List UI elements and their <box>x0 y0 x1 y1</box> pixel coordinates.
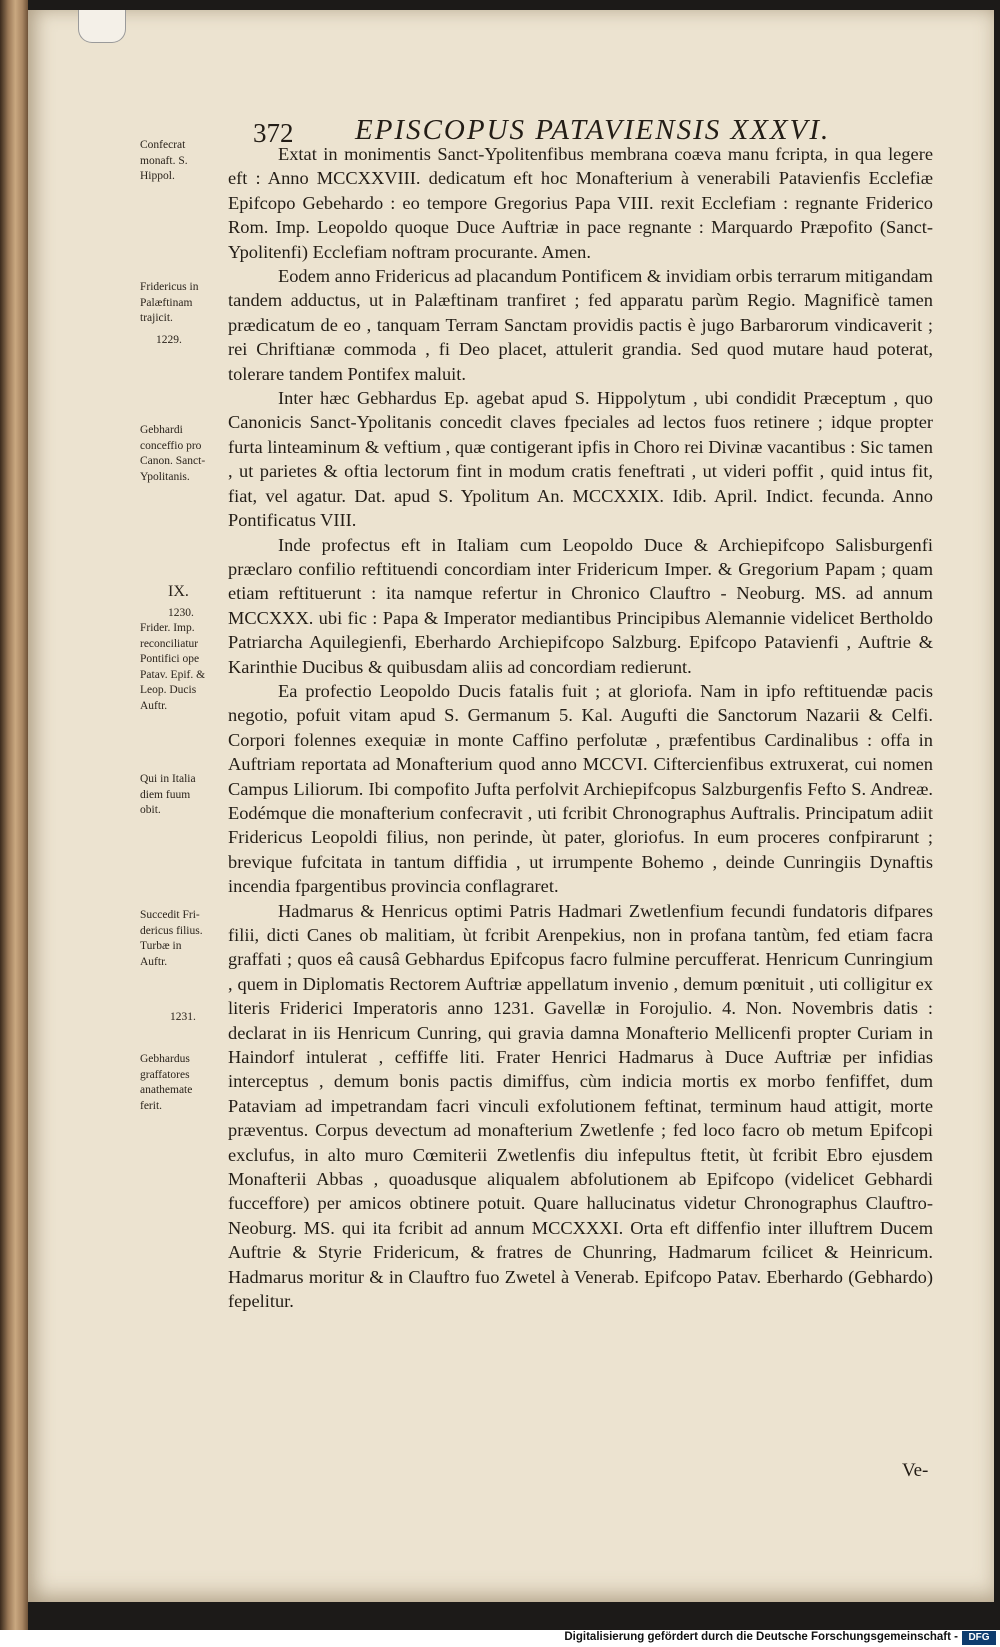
paragraph: Inde profectus eft in Italiam cum Leopoldo Duce & Archiepifcopo Salisburgenfi præclaro confilio reftituendi concordiam inter Fridericum Imper. & Gregorium Papam ; quam etiam reftituerunt : ita namque refertur in Chronico Clauftro - Neoburg. MS. ad annum MCCXXX. ubi fic : Papa & Imperator mediantibus Principibus Alemannie videlicet Bertholdo Patriarcha Aquilegienfi, Eberhardo Archiepifcopo Salzburg. Epifcopo Patavienfi , Auftrie & Karinthie Ducibus & quibusdam aliis ad concordiam redierunt. <box>228 534 933 677</box>
margin-note-year: 1231. <box>170 1011 196 1023</box>
running-head: EPISCOPUS PATAVIENSIS XXXVI. <box>355 114 831 146</box>
margin-note-section-number: IX. <box>168 583 189 600</box>
paragraph: Ea profectio Leopoldo Ducis fatalis fuit ; at gloriofa. Nam in ipfo reftituendæ pacis negotio, pofuit vitam apud S. Germanum 5. Kal. Augufti die Sanctorum Nazarii & Celfi. Corpori folennes exequiæ in monte Caffino perfolutæ , præfentibus Cardinalibus : offa in Auftriam reportata ad Monafterium quod anno MCCVI. Ciftercienfibus extruxerat, cui nomen Campus Liliorum. Ibi compofito Jufta perfolvit Archiepifcopus Salzburgenfis Fefto S. Andreæ. Eodémque die monafterium confecravit , uti fcribit Chronographus Auftralis. Principatum adiit Fridericus Leopoldi filius, non perinde, ùt pater, gloriofus. In eum proceres confpirarunt ; brevique fufcitata in tantum diffidia , ut irrumpente Bohemo , deinde Cunringiis Dynaftis incendia fpargentibus provincia conflagraret. <box>228 680 933 897</box>
margin-note: Succedit Fri- dericus filius. Turbæ in Auftr. <box>140 909 203 968</box>
margin-note: Gebhardi conceffio pro Canon. Sanct- Ypolitanis. <box>140 424 206 483</box>
main-text <box>228 142 933 1314</box>
paragraph: Extat in monimentis Sanct-Ypolitenfibus membrana coæva manu fcripta, in qua legere eft : Anno MCCXXVIII. dedicatum eft hoc Monafterium à venerabili Patavienfis Ecclefiæ Epifcopo Gebehardo : eo tempore Gregorius Papa VIII. rexit Ecclefiam : regnante Friderico Rom. Imp. Leopoldo quoque Duce Auftriæ in pace regnante : Marquardo Præpofito (Sanct-Ypolitenfi) Ecclefiam noftram procurante. Amen. <box>228 144 933 262</box>
dfg-logo: DFG <box>962 1631 996 1645</box>
margin-note: Qui in Italia diem fuum obit. <box>140 773 196 816</box>
page-clip <box>78 10 126 43</box>
page-number: 372 <box>253 118 294 148</box>
catchword: Ve- <box>902 1460 929 1481</box>
margin-notes <box>140 0 232 1600</box>
paragraph: Inter hæc Gebhardus Ep. agebat apud S. Hippolytum , ubi condidit Præceptum , quo Canonicis Sanct-Ypolitanis concedit claves fpeciales ad lectos fuos retinere ; idque propter furta linteaminum & veftium , quæ contigerant ipfis in Choro rei Divinæ vacantibus : Sic tamen , ut parietes & oftia lectorum fint in modum cratis feneftrati , ut videri poffit , quid intus fit, fiat, vel agatur. Dat. apud S. Ypolitum An. MCCXXIX. Idib. April. Indict. fecunda. Anno Pontificatus VIII. <box>228 388 933 531</box>
paragraph: Eodem anno Fridericus ad placandum Pontificem & invidiam orbis terrarum mitigandam tandem adductus, ut in Palæftinam tranfiret ; fed apparatu parùm Regio. Magnificè tamen prædicatum de eo , tanquam Terram Sanctam providis pactis è jugo Barbarorum vindicaverit ; rei Chriftianæ commoda , fi Deo placet, attulerit grandia. Sed quod mutare haud poterat, tolerare tandem Pontifex maluit. <box>228 266 933 384</box>
margin-note: Gebhardus graffatores anathemate ferit. <box>140 1053 193 1112</box>
margin-note: Fridericus in Palæftinam trajicit. <box>140 281 199 324</box>
paragraph: Hadmarus & Henricus optimi Patris Hadmari Zwetlenfium fecundi fundatoris difpares filii, dicti Canes ob malitiam, ùt fcribit Arenpekius, non in profana tantùm, fed etiam facra graffati ; quos eâ causâ Gebhardus Epifcopus facro fulmine percufferat. Henricum Cunringium , quem in Diplomatis Rectorem Auftriæ appellatum invenio , demum pœnituit , uti colligitur ex literis Friderici Imperatoris anno 1231. Gavellæ in Forojulio. 4. Non. Novembris datis : declarat in iis Henricum Cunring, qui gravia damna Monafterio Mellicenfi propter Curiam in Haindorf intulerat , ceffiffe liti. Frater Henrici Hadmarus à Duce Auftriæ per infidias interceptus , demum bonis pactis dimiffus, cùm indicia mortis ex morbo fenfiffet, dum Pataviam ad impetrandam facri vinculi exfolutionem feftinat, terminum haud attigit, morte præventus. Corpus devectum ad monafterium Zwetlenfe ; fed loco facro ob metum Epifcopi exclufus, in alto muro Cœmiterii Zwetlenfis diu infepultus ftetit, ùt fcribit Ebro ejusdem Monafterii Abbas , quoadusque aliqualem abfolutionem ab Epifcopo (videlicet Gebhardi fucceffore) per amicos obtinere potuit. Quare hallucinatus videtur Chronographus Clauftro-Neoburg. MS. qui ita fcribit ad annum MCCXXXI. Orta eft diffenfio inter illuftrem Ducem Auftrie & Styrie Fridericum, & fratres de Chunring, Hadmarum fcilicet & Heinricum. Hadmarus moritur & in Clauftro fuo Zwetel à Venerab. Epifcopo Patav. Eberhardo (Gebhardo) fepelitur. <box>228 900 933 1312</box>
margin-note-year: 1229. <box>156 334 182 346</box>
margin-note: Confecrat monaft. S. Hippol. <box>140 139 188 182</box>
digitization-credit: Digitalisierung gefördert durch die Deutsche Forschungsgemeinschaft - <box>564 1631 958 1643</box>
book-edge <box>0 0 28 1647</box>
margin-note: Frider. Imp. reconciliatur Pontifici ope Patav. Epif. & Leop. Ducis Auftr. <box>140 622 206 712</box>
footer-bar <box>0 1630 1000 1647</box>
margin-note-year: 1230. <box>168 607 194 619</box>
